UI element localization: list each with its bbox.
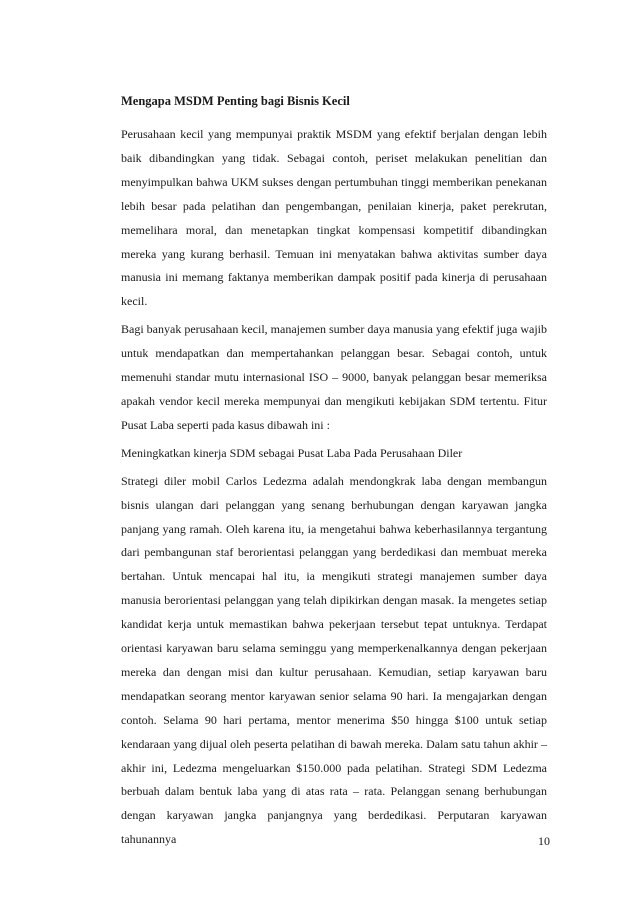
paragraph-msdm-small-business: Perusahaan kecil yang mempunyai praktik MSDM yang efektif berjalan dengan lebih baik dibandingkan yang tidak. Sebagai contoh, periset melakukan penelitian dan menyimpulkan bahwa UKM sukses dengan pertumbuhan tinggi memberikan penekanan lebih besar pada pelatihan dan pengembangan, penilaian kinerja, paket perekrutan, memelihara moral, dan menetapkan tingkat kompensasi kompetitif dibandingkan mereka yang kurang berhasil. Temuan ini menyatakan bahwa aktivitas sumber daya manusia ini memang faktanya memberikan dampak positif pada kinerja di perusahaan kecil. bbox=[121, 127, 547, 309]
section-heading: Mengapa MSDM Penting bagi Bisnis Kecil bbox=[121, 94, 350, 108]
document-page bbox=[121, 92, 547, 856]
page-number: 10 bbox=[538, 834, 550, 848]
case-subheading: Meningkatkan kinerja SDM sebagai Pusat Laba Pada Perusahaan Diler bbox=[121, 445, 463, 460]
paragraph-ledezma-case: Strategi diler mobil Carlos Ledezma adalah mendongkrak laba dengan membangun bisnis ulangan dari pelanggan yang senang berhubungan dengan karyawan jangka panjang yang ramah. Oleh karena itu, ia mengetahui bahwa keberhasilannya tergantung dari pembangunan staf berorientasi pelanggan yang berdedikasi dan membuat mereka bertahan. Untuk mencapai hal itu, ia mengikuti strategi manajemen sumber daya manusia berorientasi pelanggan yang telah dipikirkan dengan masak. Ia mengetes setiap kandidat kerja untuk memastikan bahwa pekerjaan tersebut tepat untuknya. Terdapat orientasi karyawan baru selama seminggu yang memperkenalkannya dengan pekerjaan mereka dan dengan misi dan kultur perusahaan. Kemudian, setiap karyawan baru mendapatkan seorang mentor karyawan senior selama 90 hari. Ia mengajarkan dengan contoh. Selama 90 hari pertama, mentor menerima $50 hingga $100 untuk setiap kendaraan yang dijual oleh peserta pelatihan di bawah mereka. Dalam satu tahun akhir – akhir ini, Ledezma mengeluarkan $150.000 pada pelatihan. Strategi SDM Ledezma berbuah dalam bentuk laba yang di atas rata – rata. Pelanggan senang berhubungan dengan karyawan jangka panjangnya yang berdedikasi. Perputaran karyawan tahunannya bbox=[121, 473, 547, 847]
paragraph-large-customers: Bagi banyak perusahaan kecil, manajemen sumber daya manusia yang efektif juga wajib untuk mendapatkan dan mempertahankan pelanggan besar. Sebagai contoh, untuk memenuhi standar mutu internasional ISO – 9000, banyak pelanggan besar memeriksa apakah vendor kecil mereka mempunyai dan mengikuti kebijakan SDM tertentu. Fitur Pusat Laba seperti pada kasus dibawah ini : bbox=[121, 322, 547, 432]
